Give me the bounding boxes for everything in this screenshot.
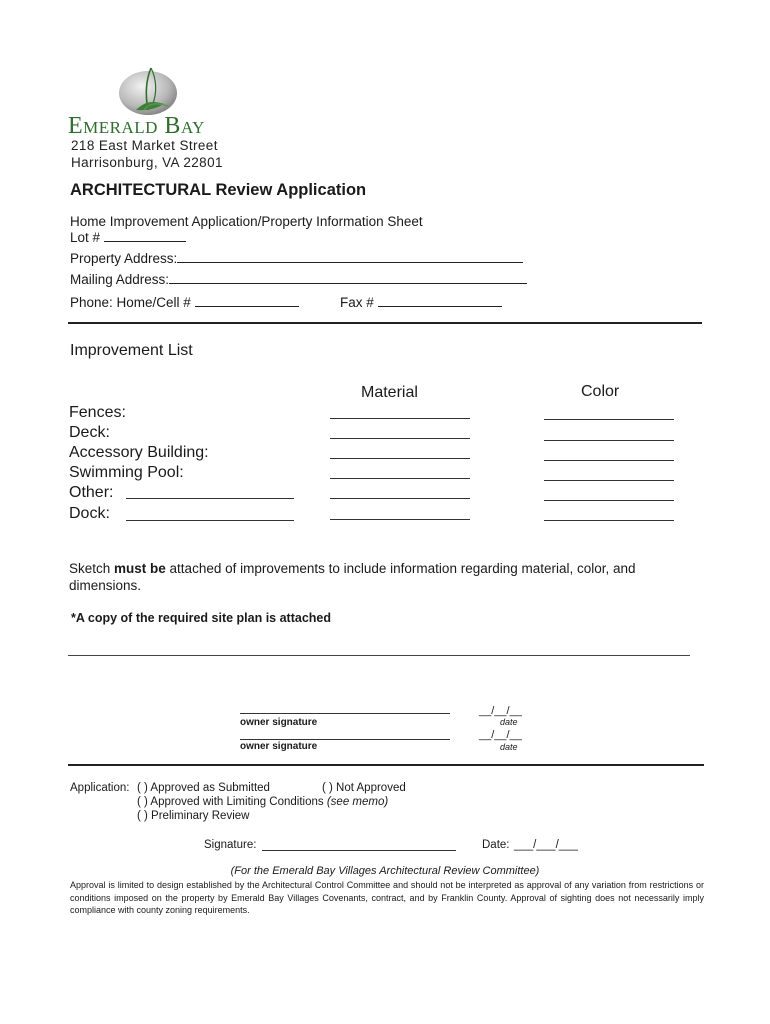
mailing-address-label: Mailing Address: [70, 272, 170, 287]
approval-signature-field[interactable] [262, 850, 456, 851]
phone-row [70, 294, 299, 310]
brand-name: Emerald Bay [68, 113, 205, 139]
date-label: date [500, 742, 518, 752]
material-field[interactable] [330, 438, 470, 439]
property-address-field[interactable] [177, 250, 523, 263]
color-field[interactable] [544, 480, 674, 481]
approval-signature-label: Signature: [204, 839, 257, 851]
approved-as-submitted-option[interactable]: ( ) Approved as Submitted [137, 782, 270, 794]
material-field[interactable] [330, 478, 470, 479]
material-field[interactable] [330, 498, 470, 499]
phone-label: Phone: Home/Cell # [70, 295, 191, 310]
color-field[interactable] [544, 419, 674, 420]
material-field[interactable] [330, 458, 470, 459]
other-field[interactable] [126, 498, 294, 499]
owner-signature-label: owner signature [240, 717, 318, 728]
lot-field[interactable] [104, 229, 186, 242]
owner-signature-line[interactable] [240, 713, 450, 714]
fax-field[interactable] [378, 294, 502, 307]
improvement-item: Deck: [69, 424, 110, 441]
sketch-note-text: Sketch [69, 561, 115, 576]
approval-disclaimer: Approval is limited to design established by the Architectural Control Committee and should not be interpreted as approval of any variation from restrictions or conditions imposed on the property by Emerald Bay Villages Covenants, contract, and by Franklin County. Approval of sighting does not necessarily imply compliance with county zoning requirements. [70, 880, 704, 915]
improvement-item: Accessory Building: [69, 444, 209, 461]
sketch-note-emphasis: must be [114, 561, 166, 576]
sketch-note-text: attached of improvements to include information regarding material, color, and dimensions. [69, 561, 636, 593]
material-field[interactable] [330, 418, 470, 419]
color-header: Color [581, 383, 620, 400]
application-label: Application: [70, 782, 130, 794]
property-address-label: Property Address: [70, 251, 178, 266]
dock-field[interactable] [126, 520, 294, 521]
approval-date-field[interactable]: ___/___/___ [514, 839, 578, 851]
phone-field[interactable] [195, 294, 299, 307]
date-label: date [500, 717, 518, 727]
divider [68, 322, 702, 324]
approval-date-label: Date: [482, 839, 510, 851]
color-field[interactable] [544, 460, 674, 461]
color-field[interactable] [544, 440, 674, 441]
emerald-bay-logo-icon [118, 66, 182, 116]
approved-with-conditions-option[interactable] [137, 795, 388, 809]
improvement-item: Swimming Pool: [69, 464, 184, 481]
form-subtitle: Home Improvement Application/Property Information Sheet [70, 214, 423, 229]
improvement-item: Fences: [69, 404, 126, 421]
divider [68, 764, 704, 766]
owner-signature-label: owner signature [240, 741, 318, 752]
improvement-item: Other: [69, 484, 114, 501]
owner-signature-line[interactable] [240, 739, 450, 740]
committee-note: (For the Emerald Bay Villages Architectural Review Committee) [230, 865, 540, 877]
fax-label: Fax # [340, 295, 374, 310]
not-approved-option[interactable]: ( ) Not Approved [322, 782, 406, 794]
property-row [70, 250, 523, 266]
improvement-list-heading: Improvement List [70, 342, 193, 359]
sketch-note [69, 560, 699, 594]
address-street: 218 East Market Street [71, 138, 218, 153]
page-title: ARCHITECTURAL Review Application [70, 181, 367, 199]
address-city: Harrisonburg, VA 22801 [71, 155, 223, 170]
fax-row [340, 294, 502, 310]
color-field[interactable] [544, 500, 674, 501]
mailing-address-field[interactable] [169, 271, 527, 284]
preliminary-review-option[interactable]: ( ) Preliminary Review [137, 810, 250, 822]
owner-date-field[interactable]: __/__/__ [479, 705, 522, 717]
site-plan-note: *A copy of the required site plan is attached [71, 611, 332, 625]
lot-label: Lot # [70, 230, 101, 245]
material-header: Material [361, 384, 418, 401]
material-field[interactable] [330, 519, 470, 520]
approved-with-conditions-label: ( ) Approved with Limiting Conditions [137, 796, 327, 808]
color-field[interactable] [544, 520, 674, 521]
lot-row [70, 229, 186, 245]
mailing-row [70, 271, 527, 287]
improvement-item: Dock: [69, 505, 110, 522]
see-memo-note: (see memo) [326, 796, 389, 808]
divider [68, 655, 690, 656]
owner-date-field[interactable]: __/__/__ [479, 729, 522, 741]
